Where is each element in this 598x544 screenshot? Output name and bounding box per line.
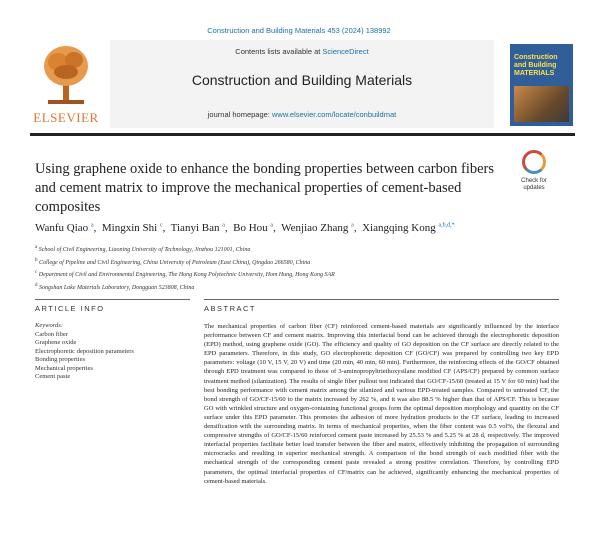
journal-reference[interactable]: Construction and Building Materials 453 (2024) 138992 xyxy=(207,26,391,35)
keyword: Mechanical properties xyxy=(35,364,93,372)
abstract-rule xyxy=(204,299,559,300)
homepage-line xyxy=(110,110,494,119)
contents-line xyxy=(110,47,494,56)
sciencedirect-link[interactable]: ScienceDirect xyxy=(322,47,369,56)
homepage-prefix: journal homepage: xyxy=(207,110,272,119)
article-info-heading: ARTICLE INFO xyxy=(35,304,105,313)
cover-title: Construction and Building MATERIALS xyxy=(514,54,558,77)
keyword: Electrophoretic deposition parameters xyxy=(35,347,134,355)
author[interactable]: Tianyi Ban $^a$ xyxy=(170,222,225,234)
author[interactable]: Mingxin Shi $^c$ xyxy=(101,222,163,234)
affiliation: $^a$ School of Civil Engineering, Liaoning University of Technology, Jinzhou 121001, China xyxy=(35,245,251,253)
journal-title[interactable]: Construction and Building Materials xyxy=(191,72,413,88)
author[interactable]: Xiangqing Kong $^{a,b,d,*}$ xyxy=(362,222,455,234)
author-list: Wanfu Qiao $^a$, Mingxin Shi $^c$, Tianyi Ban $^a$, Bo Hou $^a$, Wenjiao Zhang $^a$, Xiangqing Kong $^{a,b,d,*}$ xyxy=(35,222,455,234)
article-info-rule xyxy=(35,299,190,300)
keyword: Carbon fiber xyxy=(35,330,69,338)
abstract-body: The mechanical properties of carbon fiber (CF) reinforced cement-based materials are significantly influenced by the interface performance between CF and cement matrix. Improving this interfacial bond can be achieved through the electrophoretic deposition (EPD) method, using graphene oxide (GO). The efficiency and quality of GO deposition on the CF surface are directly related to the EPD parameters. Therefore, in this study, GO electrophoretic deposition CF (GO/CF) was prepared by controlling two key EPD parameters: voltage (10 V, 15 V, 20 V) and time (20 min, 40 min, 60 min). Furthermore, the reinforcing effects of the GO/CF obtained through EPD treatment was compared to those of 3-aminopropyltriethoxysilane modified CF (APS/CF) prepared by common surface treatment method (silanization). The results of single fiber pullout test indicated that GO/CF-15/60 (treated at 15 V for 60 min) had the best bonding performance with cement matrix among the silanized and various EPD-treated samples. Compared to untreated CF, the bond strength of GO/CF-15/60 to the matrix increased by 262 %, and it was also 88.5 % higher than that of APS/CF. This is because GO with wrinkled structure and oxygen-containing functional groups form the optimal deposition morphology and quantity on the CF surface under this EPD parameter. This promotes the adhesion of more hydration products to the CF surface, leading to increased densification with the surrounding matrix. In terms of mechanical properties, when the fiber content was 0.5 vol%, the flexural and compressive strengths of GO/CF-15/60 reinforced cement paste increased by 25.53 % and 5.25 % at 28 d, respectively. The improved interfacial properties facilitate better load transfer between the fiber and matrix, effectively inhibiting the propagation of surrounding microcracks and resulting in superior mechanical strength. A comparison of the bond strength of each modified fiber with the mechanical strength of the corresponding cement paste revealed a strong positive correlation. Therefore, by controlling EPD parameters, the optimal interfacial properties of CF/matrix can be achieved, significantly enhancing the mechanical properties of cement-based materials. xyxy=(204,323,559,485)
homepage-link[interactable]: www.elsevier.com/locate/conbuildmat xyxy=(271,110,397,119)
check-updates-label: Check for updates xyxy=(521,178,547,191)
keywords-list xyxy=(35,322,190,382)
header-divider xyxy=(30,133,575,136)
elsevier-tree-icon xyxy=(40,44,92,106)
author[interactable]: Wanfu Qiao $^a$ xyxy=(35,222,94,234)
check-for-updates-button[interactable] xyxy=(512,150,556,200)
contents-prefix: Contents lists available at xyxy=(235,47,323,56)
keyword: Bonding properties xyxy=(35,356,86,363)
check-updates-icon xyxy=(522,150,546,174)
journal-info-box xyxy=(110,40,494,128)
cover-image xyxy=(514,86,569,122)
elsevier-logo[interactable] xyxy=(30,44,102,128)
author[interactable]: Wenjiao Zhang $^a$ xyxy=(281,222,354,234)
affiliation: $^b$ College of Pipeline and Civil Engineering, China University of Petroleum (East China), Qingdao 266580, China xyxy=(35,257,311,266)
affiliation: $^c$ Department of Civil and Environmental Engineering, The Hong Kong Polytechnic University, Hom Hung, Hong Kong SAR xyxy=(35,270,335,278)
affiliations xyxy=(35,243,555,293)
paper-title: Using graphene oxide to enhance the bonding properties between carbon fibers and cement matrix to improve the mechanical properties of cement-based composites xyxy=(35,161,495,215)
journal-cover-thumbnail[interactable] xyxy=(510,44,573,126)
abstract-heading: ABSTRACT xyxy=(204,304,257,313)
journal-masthead xyxy=(30,40,575,130)
author[interactable]: Bo Hou $^a$ xyxy=(233,222,274,234)
keyword: Cement paste xyxy=(35,373,71,380)
publisher-name: ELSEVIER xyxy=(33,110,99,125)
affiliation: $^d$ Songshan Lake Materials Laboratory, Dongguan 523808, China xyxy=(35,282,195,291)
keywords-label: Keywords: xyxy=(35,322,63,329)
keyword: Graphene oxide xyxy=(35,339,77,346)
